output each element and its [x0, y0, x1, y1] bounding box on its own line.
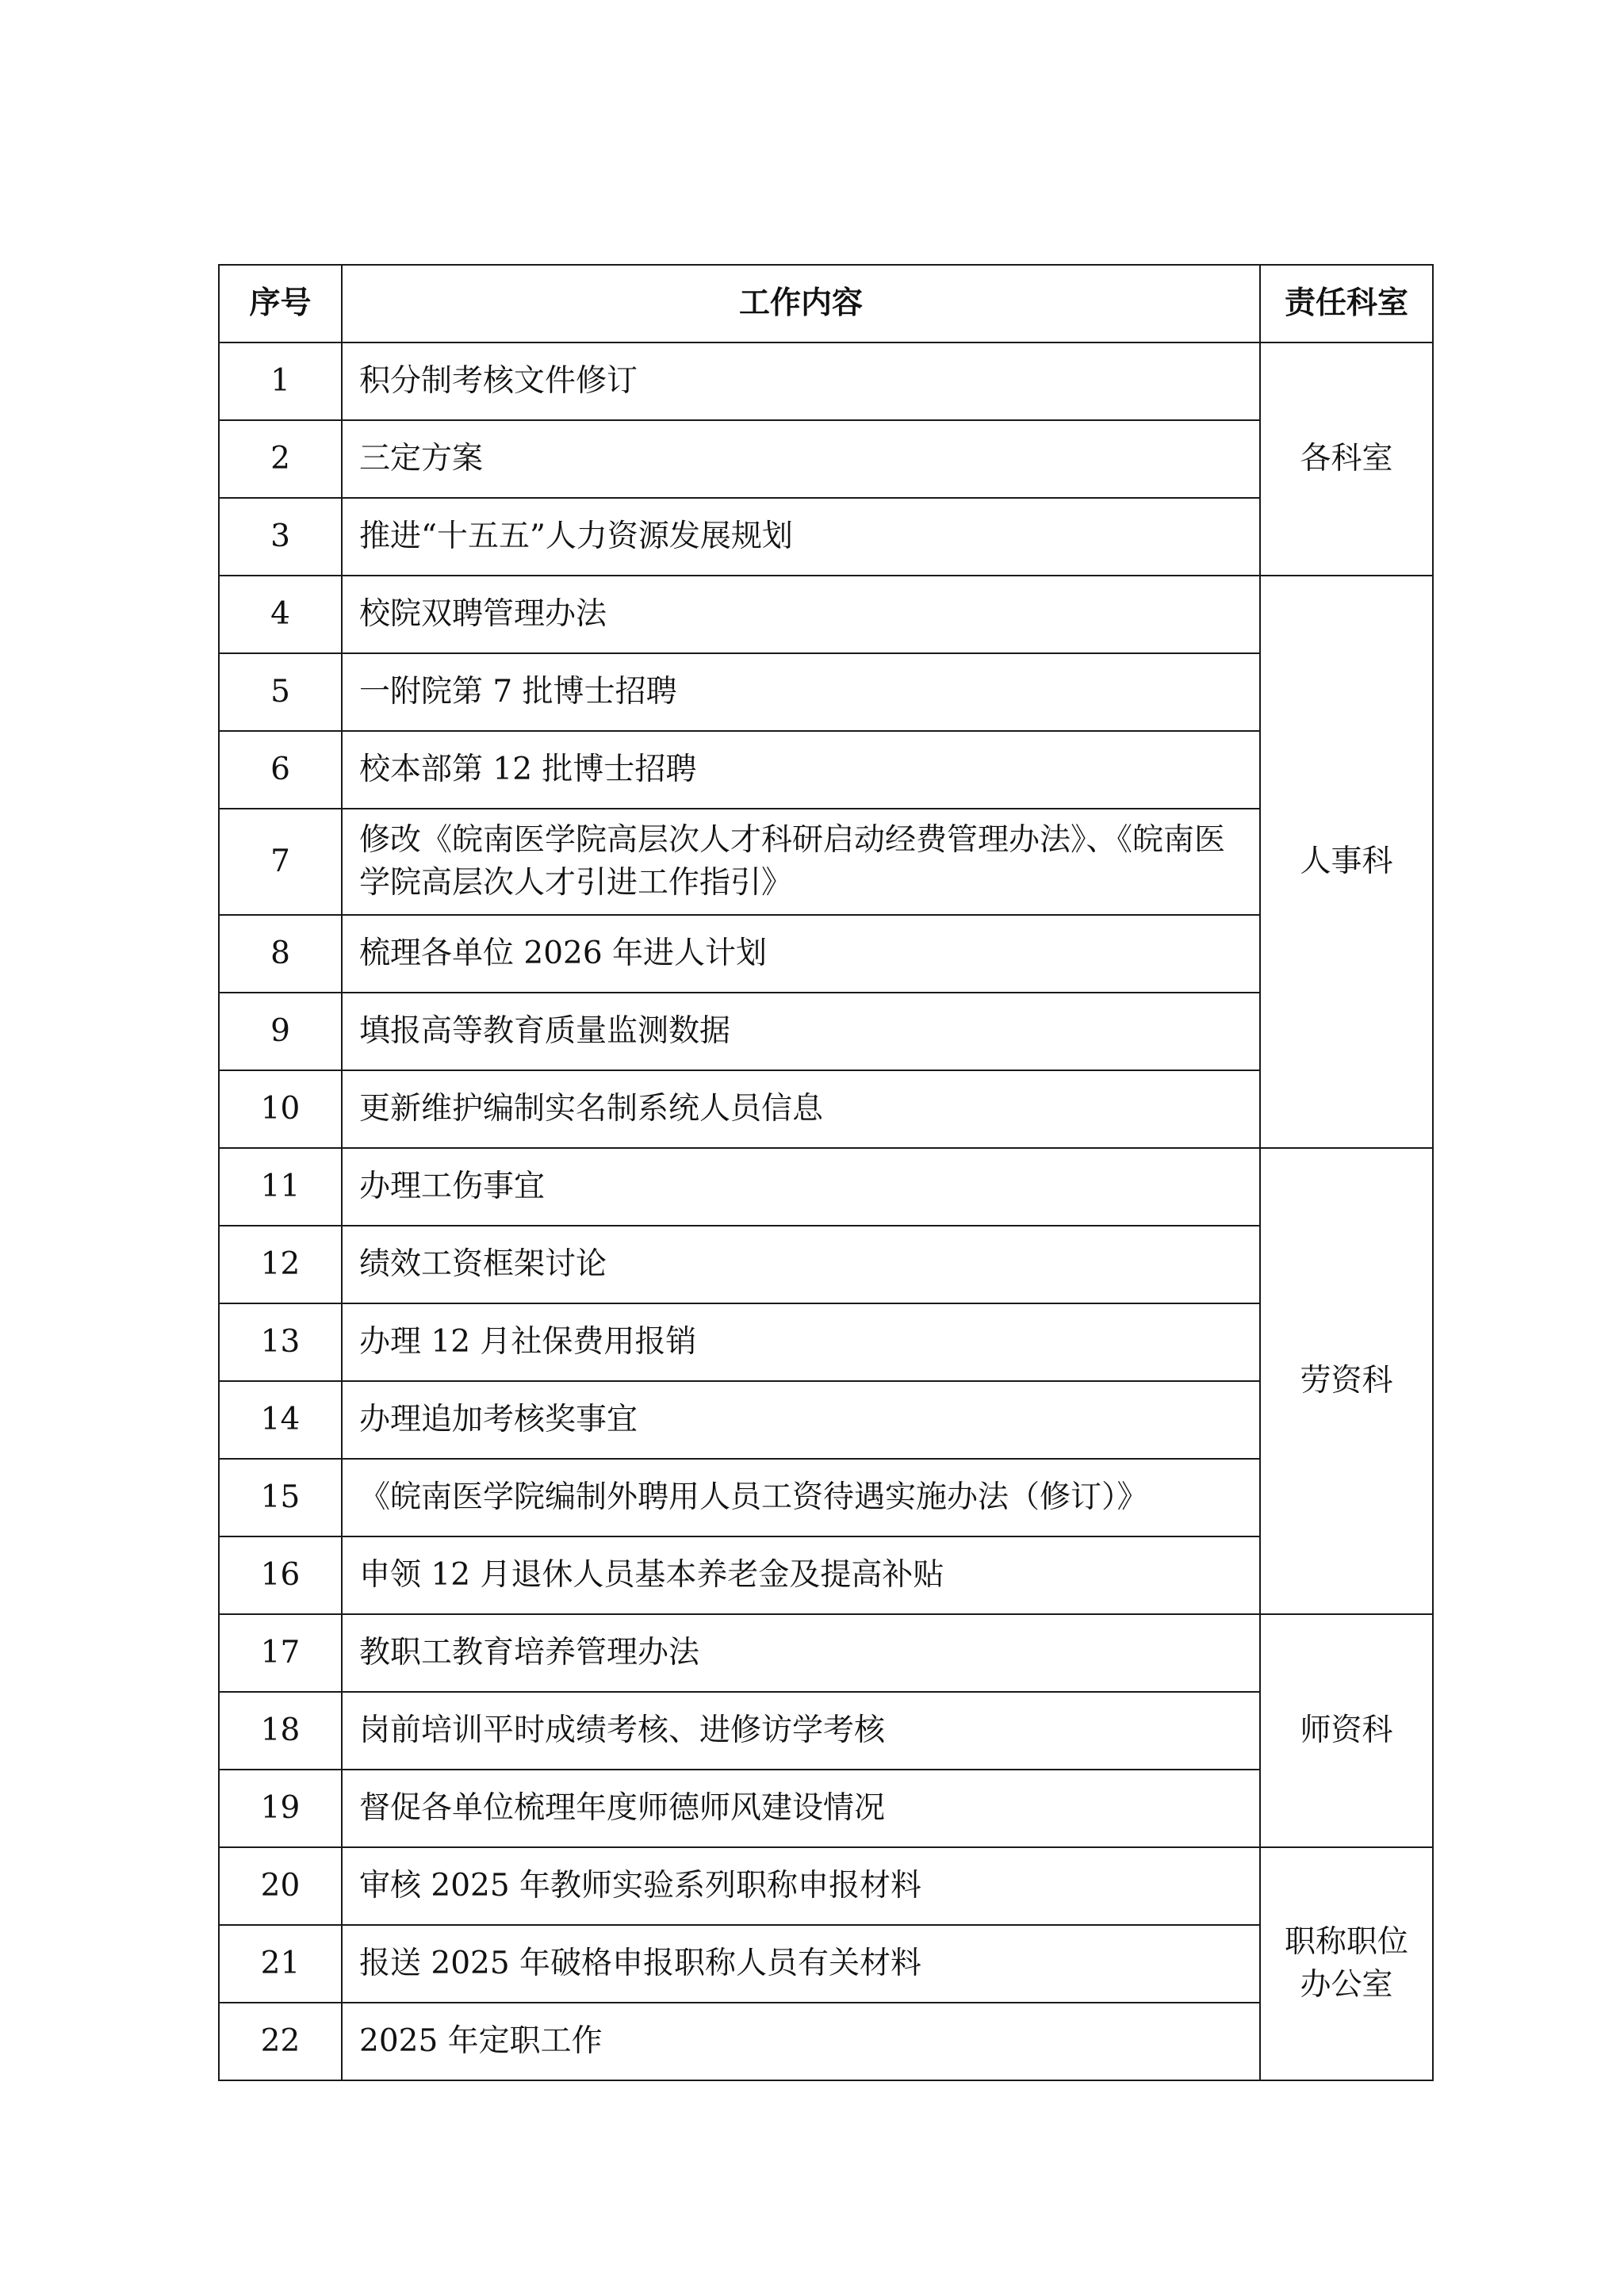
table-row	[219, 342, 1433, 420]
row-content: 校本部第 12 批博士招聘	[342, 731, 1260, 809]
row-seq: 3	[219, 498, 342, 576]
table-row	[219, 1847, 1433, 1925]
row-content: 办理 12 月社保费用报销	[342, 1303, 1260, 1381]
table-row	[219, 498, 1433, 576]
row-dept: 人事科	[1260, 576, 1433, 1148]
row-content: 修改《皖南医学院高层次人才科研启动经费管理办法》、《皖南医学院高层次人才引进工作指引》	[342, 809, 1260, 915]
row-content: 岗前培训平时成绩考核、进修访学考核	[342, 1692, 1260, 1770]
row-seq: 11	[219, 1148, 342, 1226]
row-seq: 16	[219, 1536, 342, 1614]
table-row	[219, 1536, 1433, 1614]
row-content: 报送 2025 年破格申报职称人员有关材料	[342, 1925, 1260, 2003]
row-content: 填报高等教育质量监测数据	[342, 993, 1260, 1070]
table-row	[219, 1070, 1433, 1148]
row-content: 《皖南医学院编制外聘用人员工资待遇实施办法（修订）》	[342, 1459, 1260, 1536]
row-seq: 20	[219, 1847, 342, 1925]
table-row	[219, 1459, 1433, 1536]
row-content: 督促各单位梳理年度师德师风建设情况	[342, 1770, 1260, 1847]
table-row	[219, 1303, 1433, 1381]
row-content: 梳理各单位 2026 年进人计划	[342, 915, 1260, 993]
table-row	[219, 420, 1433, 498]
row-seq: 19	[219, 1770, 342, 1847]
row-seq: 8	[219, 915, 342, 993]
header-content: 工作内容	[342, 265, 1260, 342]
row-dept: 师资科	[1260, 1614, 1433, 1847]
row-seq: 22	[219, 2003, 342, 2080]
table-row	[219, 1614, 1433, 1692]
row-seq: 7	[219, 809, 342, 915]
table-row	[219, 653, 1433, 731]
table-row	[219, 731, 1433, 809]
table-row	[219, 1381, 1433, 1459]
row-content: 办理工伤事宜	[342, 1148, 1260, 1226]
header-seq: 序号	[219, 265, 342, 342]
row-content: 三定方案	[342, 420, 1260, 498]
row-content: 一附院第 7 批博士招聘	[342, 653, 1260, 731]
row-seq: 2	[219, 420, 342, 498]
row-seq: 17	[219, 1614, 342, 1692]
header-dept: 责任科室	[1260, 265, 1433, 342]
row-seq: 13	[219, 1303, 342, 1381]
row-seq: 18	[219, 1692, 342, 1770]
row-seq: 5	[219, 653, 342, 731]
row-content: 绩效工资框架讨论	[342, 1226, 1260, 1303]
row-seq: 4	[219, 576, 342, 653]
table-row	[219, 1770, 1433, 1847]
table-header-row	[219, 265, 1433, 342]
row-content: 校院双聘管理办法	[342, 576, 1260, 653]
row-content: 2025 年定职工作	[342, 2003, 1260, 2080]
row-content: 申领 12 月退休人员基本养老金及提高补贴	[342, 1536, 1260, 1614]
table-row	[219, 1148, 1433, 1226]
row-content: 积分制考核文件修订	[342, 342, 1260, 420]
row-dept: 各科室	[1260, 342, 1433, 576]
row-seq: 12	[219, 1226, 342, 1303]
row-seq: 14	[219, 1381, 342, 1459]
table-row	[219, 809, 1433, 915]
table-row	[219, 576, 1433, 653]
table-row	[219, 915, 1433, 993]
row-seq: 15	[219, 1459, 342, 1536]
table-row	[219, 1925, 1433, 2003]
table-row	[219, 2003, 1433, 2080]
row-content: 审核 2025 年教师实验系列职称申报材料	[342, 1847, 1260, 1925]
table-row	[219, 1226, 1433, 1303]
row-dept: 职称职位办公室	[1260, 1847, 1433, 2080]
row-seq: 21	[219, 1925, 342, 2003]
work-plan-table	[218, 264, 1434, 2081]
row-content: 办理追加考核奖事宜	[342, 1381, 1260, 1459]
table-row	[219, 1692, 1433, 1770]
row-seq: 1	[219, 342, 342, 420]
row-content: 推进“十五五”人力资源发展规划	[342, 498, 1260, 576]
row-seq: 9	[219, 993, 342, 1070]
row-seq: 6	[219, 731, 342, 809]
row-content: 更新维护编制实名制系统人员信息	[342, 1070, 1260, 1148]
row-seq: 10	[219, 1070, 342, 1148]
row-content: 教职工教育培养管理办法	[342, 1614, 1260, 1692]
row-dept: 劳资科	[1260, 1148, 1433, 1614]
table-row	[219, 993, 1433, 1070]
